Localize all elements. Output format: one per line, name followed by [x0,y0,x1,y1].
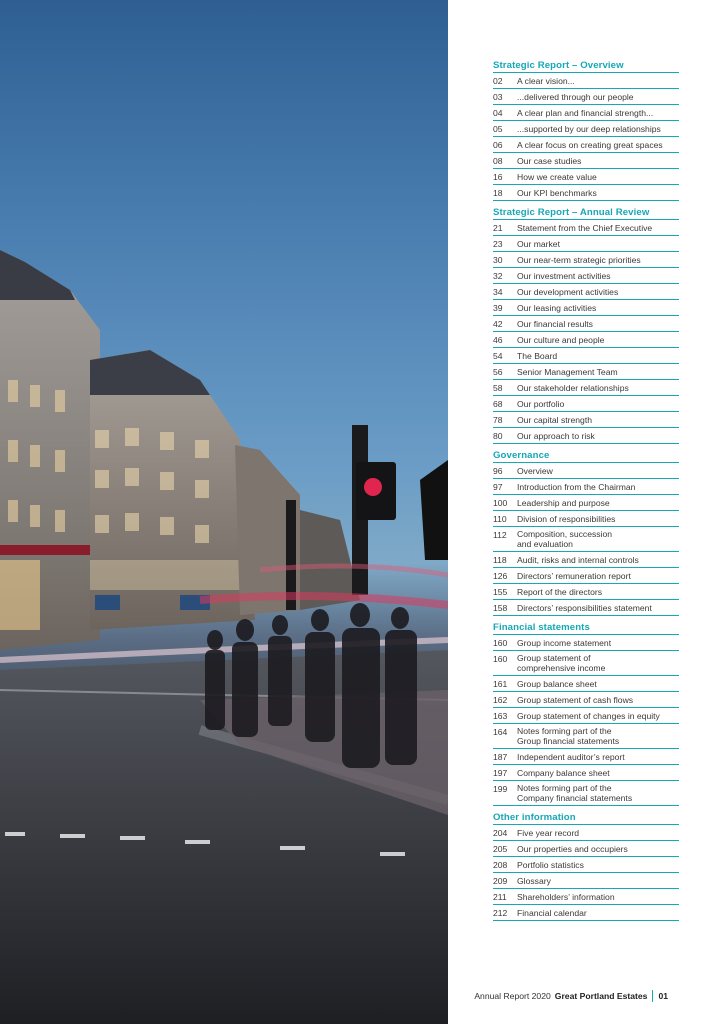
toc-entry[interactable] [493,89,679,105]
toc-entry-label: Statement from the Chief Executive [517,223,653,233]
toc-entry-label: Our case studies [517,156,582,166]
toc-entry-label: Our development activities [517,287,619,297]
toc-page-number: 112 [493,530,507,540]
toc-entry-label: Group statement of changes in equity [517,711,660,721]
toc-page-number: 46 [493,335,503,345]
toc-entry-label: Our properties and occupiers [517,844,628,854]
toc-entry[interactable] [493,765,679,781]
toc-entry[interactable] [493,708,679,724]
toc-entry[interactable] [493,284,679,300]
toc-entry-label: Our market [517,239,560,249]
toc-entry[interactable] [493,412,679,428]
toc-entry[interactable] [493,600,679,616]
toc-section-title: Governance [493,450,679,463]
toc-section-title: Financial statements [493,622,679,635]
toc-page-number: 68 [493,399,503,409]
toc-page-number: 58 [493,383,503,393]
toc-page-number: 187 [493,752,508,762]
toc-entry[interactable] [493,724,679,749]
toc-entry[interactable] [493,873,679,889]
toc-entry-label: Group balance sheet [517,679,597,689]
toc-entry[interactable] [493,857,679,873]
toc-page-number: 30 [493,255,503,265]
toc-entry[interactable] [493,568,679,584]
toc-page-number: 80 [493,431,503,441]
toc-entry-label: Directors’ responsibilities statement [517,603,652,613]
toc-page-number: 39 [493,303,503,313]
toc-page-number: 06 [493,140,503,150]
toc-entry-label: How we create value [517,172,597,182]
toc-entry-label: Five year record [517,828,580,838]
toc-entry[interactable] [493,185,679,201]
toc-page-number: 209 [493,876,508,886]
toc-section [493,450,679,616]
toc-entry-label: Group income statement [517,638,612,648]
toc-entry-label: Leadership and purpose [517,498,610,508]
toc-entry[interactable] [493,153,679,169]
toc-entry[interactable] [493,841,679,857]
toc-page-number: 02 [493,76,503,86]
toc-page-number: 96 [493,466,503,476]
toc-entry-label: ...delivered through our people [517,92,634,102]
toc-entry-label: Financial calendar [517,908,587,918]
toc-entry-label: Composition, succession and evaluation [517,529,613,549]
toc-entry[interactable] [493,463,679,479]
toc-section-title: Other information [493,812,679,825]
toc-page-number: 04 [493,108,503,118]
footer-brand: Great Portland Estates [554,991,648,1001]
toc-page-number: 158 [493,603,508,613]
toc-page-number: 160 [493,654,508,664]
toc-entry[interactable] [493,825,679,841]
toc-entry-label: Our stakeholder relationships [517,383,629,393]
toc-entry-label: Senior Management Team [517,367,618,377]
toc-entry[interactable] [493,479,679,495]
toc-entry-label: Audit, risks and internal controls [517,555,639,565]
toc-entry[interactable] [493,380,679,396]
toc-page-number: 16 [493,172,503,182]
toc-entry[interactable] [493,220,679,236]
toc-page-number: 34 [493,287,503,297]
footer-report-title: Annual Report 2020 [474,991,551,1001]
toc-entry[interactable] [493,552,679,568]
footer-divider [652,990,653,1002]
toc-entry-label: ...supported by our deep relationships [517,124,661,134]
toc-entry[interactable] [493,316,679,332]
toc-page-number: 205 [493,844,508,854]
toc-page-number: 18 [493,188,503,198]
toc-page-number: 03 [493,92,503,102]
toc-entry[interactable] [493,364,679,380]
toc-entry-label: Our near-term strategic priorities [517,255,641,265]
toc-page-number: 160 [493,638,508,648]
toc-page-number: 97 [493,482,503,492]
toc-section [493,622,679,806]
toc-entry[interactable] [493,137,679,153]
toc-entry-label: A clear focus on creating great spaces [517,140,663,150]
toc-page-number: 204 [493,828,508,838]
toc-page-number: 23 [493,239,503,249]
toc-entry[interactable] [493,236,679,252]
toc-page-number: 161 [493,679,508,689]
toc-page-number: 78 [493,415,503,425]
toc-section-title: Strategic Report – Overview [493,60,679,73]
toc-entry-label: Our investment activities [517,271,611,281]
toc-page-number: 162 [493,695,508,705]
toc-entry[interactable] [493,495,679,511]
toc-entry-label: Directors’ remuneration report [517,571,631,581]
toc-entry[interactable] [493,584,679,600]
toc-entry-label: The Board [517,351,558,361]
toc-entry-label: Our KPI benchmarks [517,188,597,198]
toc-page-number: 42 [493,319,503,329]
toc-entry[interactable] [493,889,679,905]
toc-entry-label: Division of responsibilities [517,514,616,524]
toc-entry[interactable] [493,527,679,552]
toc-entry-label: Company balance sheet [517,768,610,778]
toc-entry[interactable] [493,428,679,444]
toc-page-number: 164 [493,727,508,737]
toc-entry-label: Glossary [517,876,551,886]
toc-entry-label: Portfolio statistics [517,860,584,870]
toc-entry[interactable] [493,749,679,765]
toc-entry-label: Group statement of comprehensive income [517,653,606,673]
toc-entry[interactable] [493,905,679,921]
toc-entry[interactable] [493,781,679,806]
toc-entry[interactable] [493,348,679,364]
toc-page-number: 126 [493,571,508,581]
toc-entry-label: Our approach to risk [517,431,595,441]
page-footer [474,990,668,1002]
toc-entry-label: Introduction from the Chairman [517,482,636,492]
toc-page-number: 05 [493,124,503,134]
toc-entry-label: Shareholders’ information [517,892,615,902]
toc-entry[interactable] [493,651,679,676]
toc-entry-label: Our leasing activities [517,303,597,313]
toc-entry-label: Report of the directors [517,587,603,597]
toc-page-number: 199 [493,784,508,794]
toc-entry-label: Overview [517,466,553,476]
toc-section [493,812,679,921]
toc-entry[interactable] [493,268,679,284]
toc-page-number: 110 [493,514,507,524]
toc-page-number: 163 [493,711,508,721]
toc-entry[interactable] [493,169,679,185]
toc-entry-label: Group statement of cash flows [517,695,634,705]
toc-entry[interactable] [493,121,679,137]
toc-entry-label: A clear vision... [517,76,575,86]
toc-entry-label: Our culture and people [517,335,605,345]
toc-entry[interactable] [493,73,679,89]
toc-entry[interactable] [493,692,679,708]
toc-entry[interactable] [493,635,679,651]
toc-page-number: 118 [493,555,507,565]
page-number: 01 [658,991,668,1001]
toc-entry-label: Our portfolio [517,399,565,409]
toc-entry[interactable] [493,676,679,692]
toc-page-number: 155 [493,587,508,597]
table-of-contents [493,60,679,927]
toc-page-number: 208 [493,860,508,870]
toc-entry-label: Notes forming part of the Company financial statements [517,783,633,803]
toc-entry[interactable] [493,105,679,121]
toc-entry-label: Our financial results [517,319,593,329]
toc-page-number: 211 [493,892,507,902]
toc-section-title: Strategic Report – Annual Review [493,207,679,220]
toc-section [493,207,679,444]
toc-section [493,60,679,201]
toc-entry-label: Independent auditor’s report [517,752,625,762]
toc-page-number: 100 [493,498,508,508]
toc-page-number: 197 [493,768,508,778]
toc-page-number: 21 [493,223,503,233]
toc-page-number: 54 [493,351,503,361]
toc-entry[interactable] [493,332,679,348]
toc-entry[interactable] [493,252,679,268]
toc-page-number: 08 [493,156,503,166]
toc-entry-label: A clear plan and financial strength... [517,108,654,118]
toc-page-number: 212 [493,908,508,918]
toc-entry[interactable] [493,511,679,527]
toc-entry-label: Notes forming part of the Group financial statements [517,726,620,746]
toc-entry[interactable] [493,396,679,412]
toc-entry[interactable] [493,300,679,316]
toc-page-number: 56 [493,367,503,377]
toc-page-number: 32 [493,271,503,281]
toc-entry-label: Our capital strength [517,415,592,425]
